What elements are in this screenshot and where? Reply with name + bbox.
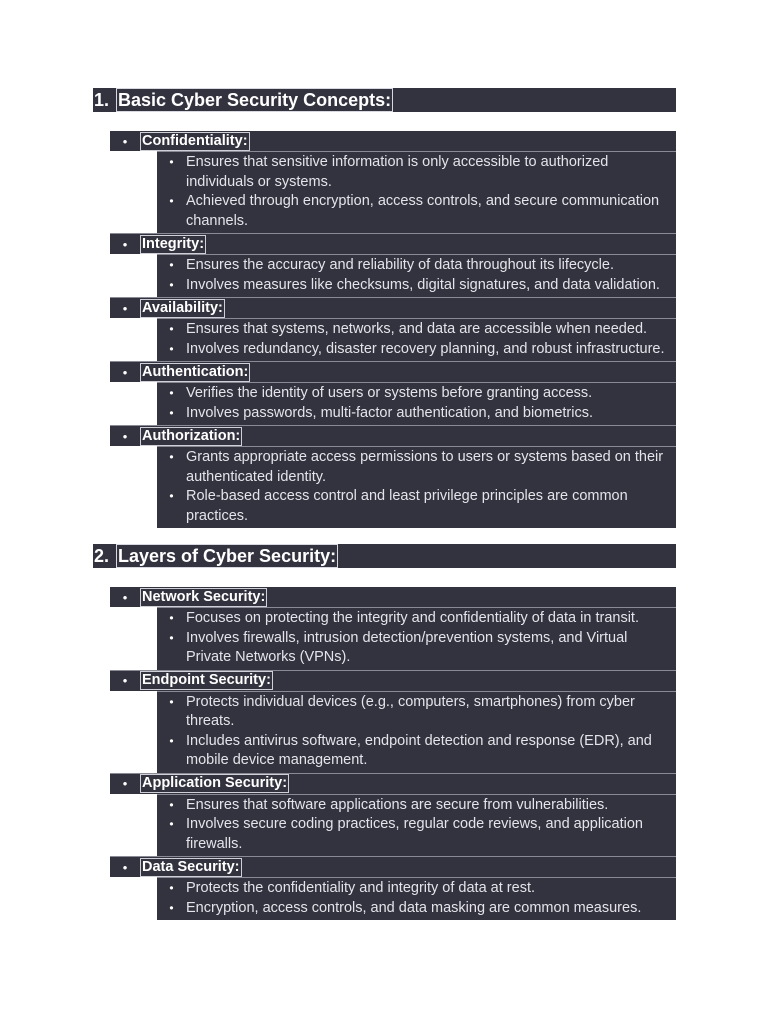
- bullet-icon: •: [122, 428, 128, 444]
- bullet-icon: •: [169, 405, 174, 420]
- sub-item-text: Ensures the accuracy and reliability of data throughout its lifecycle.: [186, 257, 614, 273]
- bullet-icon: •: [169, 900, 174, 915]
- sub-item: [157, 609, 676, 629]
- bullet-icon: •: [169, 194, 174, 208]
- list-item-endpoint-security: [110, 670, 676, 773]
- sub-item-text: Focuses on protecting the integrity and confidentiality of data in transit.: [186, 610, 639, 626]
- list-item-availability: [110, 297, 676, 361]
- section-number: 2.: [94, 545, 110, 566]
- sub-item-text: Involves redundancy, disaster recovery planning, and robust infrastructure.: [186, 340, 665, 357]
- sub-item: [157, 732, 676, 771]
- layer-list: [93, 587, 676, 920]
- list-item-data-security: [110, 856, 676, 920]
- bullet-icon: •: [122, 776, 128, 791]
- bullet-icon: •: [169, 341, 174, 356]
- item-label: Availability:: [142, 299, 223, 316]
- item-label: Data Security:: [142, 858, 240, 875]
- sub-item: [157, 879, 676, 899]
- bullet-icon: •: [169, 797, 174, 812]
- bullet-icon: •: [169, 450, 174, 464]
- sub-item: [157, 320, 676, 340]
- list-item-integrity: [110, 233, 676, 297]
- list-item-confidentiality: [110, 131, 676, 233]
- section-layers: [93, 544, 676, 920]
- sub-item-text: Involves firewalls, intrusion detection/prevention systems, and Virtual Private Networks (VPNs).: [186, 629, 628, 665]
- sub-item: [157, 487, 676, 526]
- item-label: Endpoint Security:: [142, 672, 271, 688]
- sub-item-text: Involves passwords, multi-factor authentication, and biometrics.: [186, 404, 593, 421]
- sub-item: [157, 404, 676, 424]
- sub-item: [157, 256, 676, 276]
- sub-item-text: Verifies the identity of users or systems before granting access.: [186, 385, 593, 401]
- sub-item: [157, 276, 676, 296]
- sub-item: [157, 815, 676, 854]
- section-title: Basic Cyber Security Concepts:: [118, 90, 392, 110]
- sub-item-text: Protects the confidentiality and integrity of data at rest.: [186, 880, 535, 896]
- sub-item-text: Ensures that sensitive information is only accessible to authorized individuals or systems.: [186, 154, 609, 190]
- bullet-icon: •: [169, 155, 174, 169]
- bullet-icon: •: [169, 733, 174, 748]
- bullet-icon: •: [169, 881, 174, 895]
- bullet-icon: •: [122, 133, 128, 149]
- section-title: Layers of Cyber Security:: [118, 546, 337, 566]
- bullet-icon: •: [169, 630, 174, 645]
- bullet-icon: •: [122, 589, 128, 605]
- item-label: Authorization:: [142, 427, 241, 444]
- item-label: Integrity:: [142, 235, 205, 252]
- list-item-authorization: [110, 425, 676, 528]
- sub-item: [157, 629, 676, 668]
- sub-item-text: Protects individual devices (e.g., computers, smartphones) from cyber threats.: [186, 693, 635, 729]
- sub-item: [157, 796, 676, 816]
- sub-item: [157, 192, 676, 231]
- bullet-icon: •: [122, 673, 128, 688]
- concept-list: [93, 131, 676, 528]
- item-label: Network Security:: [142, 588, 266, 605]
- bullet-icon: •: [169, 277, 174, 292]
- sub-item-text: Grants appropriate access permissions to users or systems based on their authenticated identity.: [186, 449, 664, 485]
- bullet-icon: •: [169, 489, 174, 503]
- item-label: Application Security:: [142, 775, 288, 791]
- section-number: 1.: [94, 89, 110, 110]
- sub-item: [157, 153, 676, 192]
- item-label: Confidentiality:: [142, 132, 248, 149]
- sub-item-text: Ensures that systems, networks, and data are accessible when needed.: [186, 321, 648, 337]
- sub-item-text: Involves secure coding practices, regular code reviews, and application firewalls.: [186, 816, 643, 852]
- list-item-application-security: [110, 773, 676, 857]
- sub-item-text: Encryption, access controls, and data masking are common measures.: [186, 899, 642, 916]
- list-item-authentication: [110, 361, 676, 425]
- sub-item: [157, 899, 676, 919]
- sub-item: [157, 693, 676, 732]
- list-item-network-security: [110, 587, 676, 670]
- bullet-icon: •: [169, 694, 174, 709]
- bullet-icon: •: [169, 258, 174, 272]
- sub-item-text: Achieved through encryption, access controls, and secure communication channels.: [186, 193, 660, 229]
- bullet-icon: •: [122, 364, 128, 380]
- sub-item-text: Role-based access control and least privilege principles are common practices.: [186, 488, 628, 524]
- item-label: Authentication:: [142, 363, 249, 380]
- section-heading: [93, 544, 676, 568]
- bullet-icon: •: [169, 817, 174, 831]
- sub-item-text: Ensures that software applications are secure from vulnerabilities.: [186, 796, 609, 813]
- sub-item: [157, 448, 676, 487]
- sub-item-text: Involves measures like checksums, digital signatures, and data validation.: [186, 276, 660, 293]
- section-heading: [93, 88, 676, 112]
- bullet-icon: •: [169, 611, 174, 625]
- bullet-icon: •: [122, 859, 128, 875]
- sub-item: [157, 340, 676, 360]
- bullet-icon: •: [122, 300, 128, 316]
- bullet-icon: •: [122, 236, 128, 252]
- section-basic-concepts: [93, 88, 676, 528]
- sub-item-text: Includes antivirus software, endpoint detection and response (EDR), and mobile device management.: [186, 732, 652, 768]
- bullet-icon: •: [169, 386, 174, 400]
- sub-item: [157, 384, 676, 404]
- bullet-icon: •: [169, 322, 174, 336]
- document-body: [93, 88, 676, 936]
